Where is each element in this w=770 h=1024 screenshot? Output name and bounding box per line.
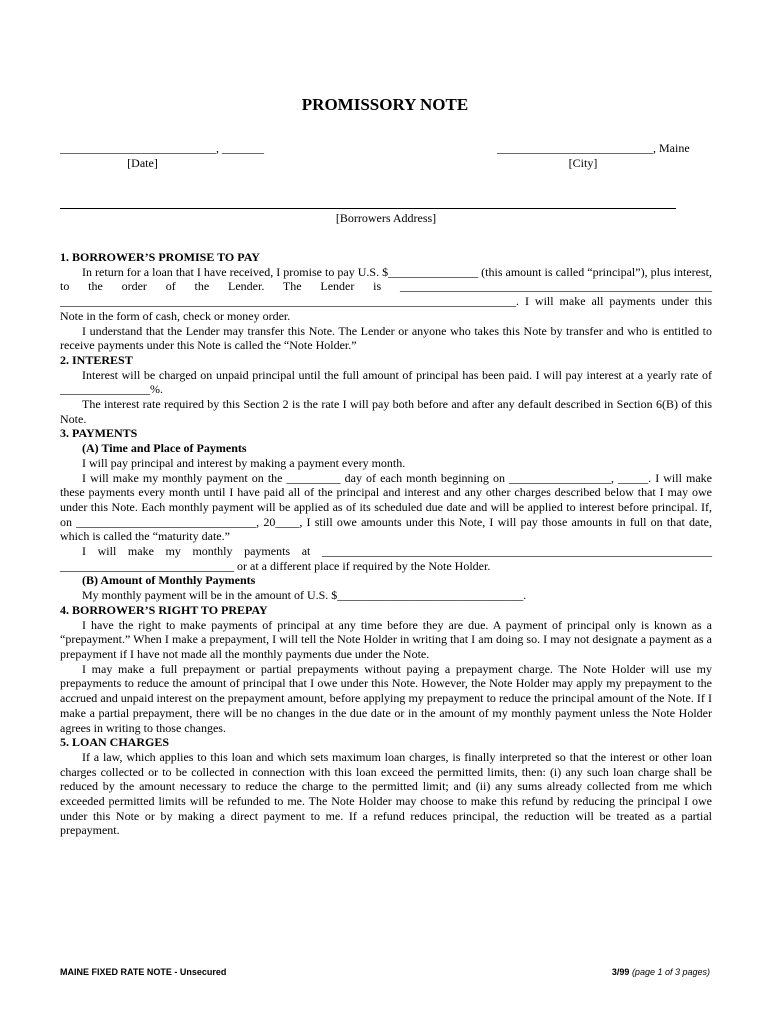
section-5-heading: 5. LOAN CHARGES xyxy=(60,735,170,750)
footer-form-title: MAINE FIXED RATE NOTE - Unsecured xyxy=(60,967,227,977)
section-3a-paragraph-2: I will make my monthly payment on the _________ day of each month beginning on _________________, _____. I will make these payments every month until I have paid all of the principal and interest and any other charges described below that I may owe under this Note. Each monthly payment will be applied as of its scheduled due date and will be applied to interest before principal. If, on ______________________________, 20____, I still owe amounts under this Note, I will pay those amounts in full on that date, which is called the “maturity date.” xyxy=(60,470,712,544)
section-2-paragraph-1: Interest will be charged on unpaid principal until the full amount of principal has been paid. I will pay interest at a yearly rate of _______________%. xyxy=(60,367,712,397)
footer-version: 3/99 xyxy=(611,967,630,977)
section-4-paragraph-2: I may make a full prepayment or partial prepayments without paying a prepayment charge. The Note Holder will use my prepayments to reduce the amount of principal that I owe under this Note. However, the Note Holder may apply my prepayment to the accrued and unpaid interest on the prepayment amount, before applying my prepayment to reduce the principal amount of the Note. If I make a partial prepayment, there will be no changes in the due date or in the amount of my monthly payment unless the Note Holder agrees in writing to those changes. xyxy=(60,661,712,735)
footer-page-info xyxy=(612,967,710,977)
address-field-line xyxy=(60,208,676,209)
section-3a-heading: (A) Time and Place of Payments xyxy=(82,441,247,456)
section-3a-paragraph-3: I will make my monthly payments at _________________________________________________________________ _____________________________ or at a different place if required by the Note Holder. xyxy=(60,544,712,573)
date-label: [Date] xyxy=(127,156,158,170)
section-2-paragraph-2: The interest rate required by this Section 2 is the rate I will pay both before and after any default described in Section 6(B) of this Note. xyxy=(60,397,712,426)
address-label: [Borrowers Address] xyxy=(335,211,437,225)
section-3a-paragraph-1: I will pay principal and interest by making a payment every month. xyxy=(82,455,406,470)
section-3-heading: 3. PAYMENTS xyxy=(60,426,138,441)
section-1-paragraph-2: I understand that the Lender may transfer this Note. The Lender or anyone who takes this Note by transfer and who is entitled to receive payments under this Note is called the “Note Holder.” xyxy=(60,323,712,353)
section-4-heading: 4. BORROWER’S RIGHT TO PREPAY xyxy=(60,602,268,617)
date-field-line: __________________________, _______ xyxy=(60,141,264,155)
city-field-line: __________________________, Maine xyxy=(497,141,690,155)
section-3b-heading: (B) Amount of Monthly Payments xyxy=(82,573,256,588)
note-body xyxy=(60,250,712,838)
footer-page-number: (page 1 of 3 pages) xyxy=(631,967,710,977)
document-title: PROMISSORY NOTE xyxy=(301,95,469,114)
section-1-heading: 1. BORROWER’S PROMISE TO PAY xyxy=(60,250,260,264)
section-4-paragraph-1: I have the right to make payments of principal at any time before they are due. A payment of principal only is known as a “prepayment.” When I make a prepayment, I will tell the Note Holder in writing that I am doing so. I may not designate a payment as a prepayment if I have not made all the monthly payments due under the Note. xyxy=(60,617,712,661)
section-3b-paragraph-1: My monthly payment will be in the amount of U.S. $_______________________________. xyxy=(82,588,527,603)
city-label: [City] xyxy=(568,156,598,170)
section-5-paragraph-1: If a law, which applies to this loan and which sets maximum loan charges, is finally interpreted so that the interest or other loan charges collected or to be collected in connection with this loan exceed the permitted limits, then: (i) any such loan charge shall be reduced by the amount necessary to reduce the charge to the permitted limit; and (ii) any sums already collected from me which exceeded permitted limits will be refunded to me. The Note Holder may choose to make this refund by reducing the principal I owe under this Note or by making a direct payment to me. If a refund reduces principal, the reduction will be treated as a partial prepayment. xyxy=(60,749,712,838)
section-1-paragraph-1: In return for a loan that I have received, I promise to pay U.S. $_______________ (this amount is called “principal”), plus interest, to the order of the Lender. The Lender is ____________________________________________________ ____________________________________________________________________________. I will make all payments under this Note in the form of cash, check or money order. xyxy=(60,264,712,323)
section-2-heading: 2. INTEREST xyxy=(60,352,133,367)
